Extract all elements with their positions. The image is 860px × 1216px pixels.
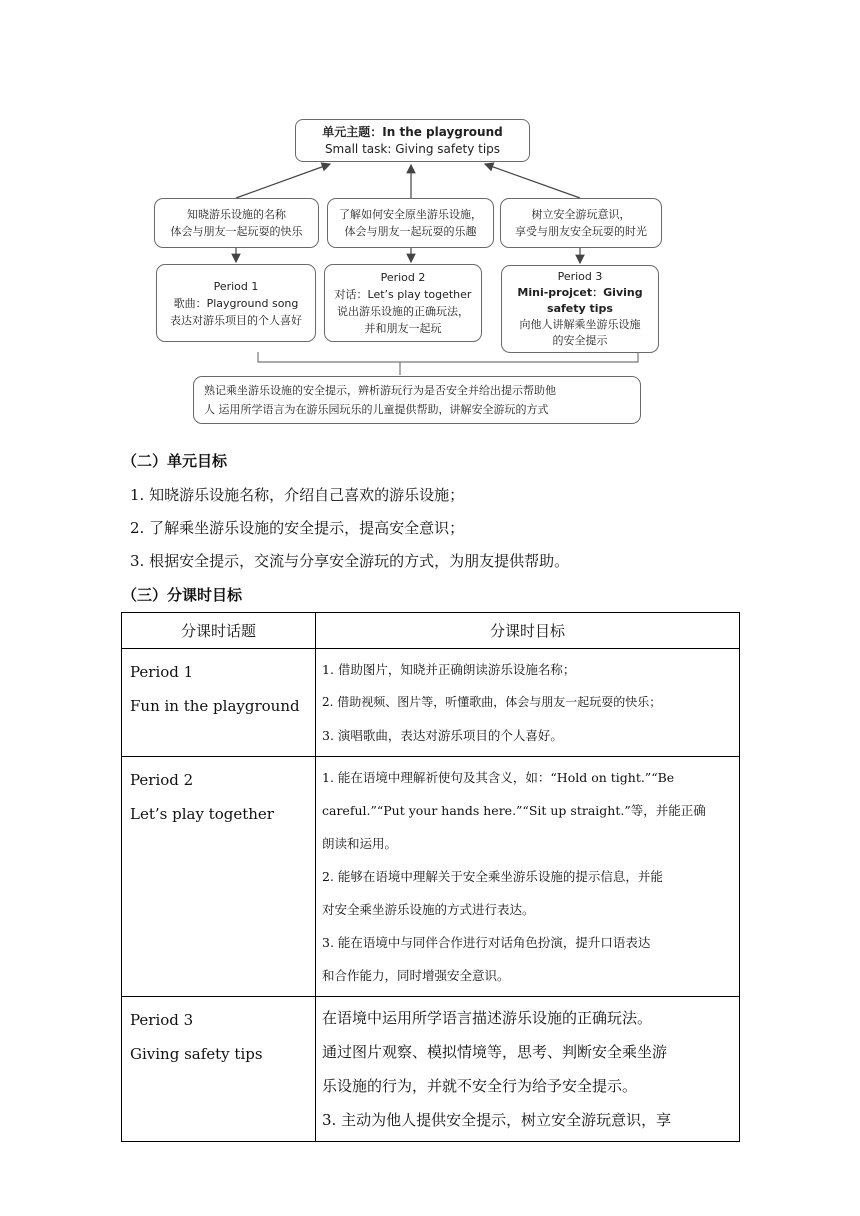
goals-cell: 在语境中运用所学语言描述游乐设施的正确玩法。 通过图片观察、模拟情境等，思考、判断安全乘坐游 乐设施的行为，并就不安全行为给予安全提示。 3. 主动为他人提供安全提示，树立安全游玩意识，享: [316, 997, 740, 1142]
topic-cell: [122, 757, 316, 997]
topic-cell: [122, 997, 316, 1142]
period-label: Period 1: [130, 663, 194, 681]
period-topic: Let’s play together: [130, 805, 274, 823]
topic-cell: [122, 649, 316, 757]
goals-cell: 1. 能在语境中理解祈使句及其含义，如：“Hold on tight.”“Be careful.”“Put your hands here.”“Sit up straight.”等，并能正确 朗读和运用。 2. 能够在语境中理解关于安全乘坐游乐设施的提示信息，并能 对安全乘坐游乐设施的方式进行表达。 3. 能在语境中与同伴合作进行对话角色扮演，提升口语表达 和合作能力，同时增强安全意识。: [316, 757, 740, 997]
table-row: [122, 757, 740, 997]
header-goals: 分课时目标: [316, 613, 740, 649]
unit-structure-diagram: [0, 0, 860, 440]
period-box-2: Period 2 对话：Let’s play together 说出游乐设施的正确玩法， 并和朋友一起玩: [324, 264, 482, 342]
unit-small-task: Small task: Giving safety tips: [324, 141, 501, 156]
goals-cell: 1. 借助图片，知晓并正确朗读游乐设施名称； 2. 借助视频、图片等，听懂歌曲，体会与朋友一起玩耍的快乐； 3. 演唱歌曲，表达对游乐项目的个人喜好。: [316, 649, 740, 757]
period-label: Period 2: [130, 771, 194, 789]
aim-box-1: 知晓游乐设施的名称 体会与朋友一起玩耍的快乐: [154, 198, 319, 248]
unit-theme-box: [295, 119, 530, 162]
aim-box-2: 了解如何安全原坐游乐设施， 体会与朋友一起玩耍的乐趣: [327, 198, 494, 248]
period-topic: Fun in the playground: [130, 697, 300, 715]
unit-theme-title: 单元主题：In the playground: [322, 124, 503, 139]
header-topic: 分课时话题: [122, 613, 316, 649]
period-goals-heading: （三）分课时目标: [122, 586, 243, 604]
summary-box: 熟记乘坐游乐设施的安全提示，辨析游玩行为是否安全并给出提示帮助他 人 运用所学语言为在游乐园玩乐的儿童提供帮助，讲解安全游玩的方式: [193, 376, 641, 424]
unit-goal-1: 1. 知晓游乐设施名称，介绍自己喜欢的游乐设施；: [130, 486, 465, 504]
aim-box-3: 树立安全游玩意识， 享受与朋友安全玩耍的时光: [500, 198, 662, 248]
period-topic: Giving safety tips: [130, 1045, 263, 1063]
unit-goal-3: 3. 根据安全提示，交流与分享安全游玩的方式，为朋友提供帮助。: [130, 552, 570, 570]
period-label: Period 3: [130, 1011, 194, 1029]
period-box-1: Period 1 歌曲：Playground song 表达对游乐项目的个人喜好: [156, 264, 316, 342]
unit-goal-2: 2. 了解乘坐游乐设施的安全提示，提高安全意识；: [130, 519, 465, 537]
unit-goals-heading: （二）单元目标: [122, 452, 228, 470]
table-row: [122, 997, 740, 1142]
table-header-row: [122, 613, 740, 649]
period-box-3: Period 3 Mini-projcet：Giving safety tips 向他人讲解乘坐游乐设施 的安全提示: [501, 265, 659, 353]
table-row: [122, 649, 740, 757]
period-goals-table: [121, 612, 740, 1142]
